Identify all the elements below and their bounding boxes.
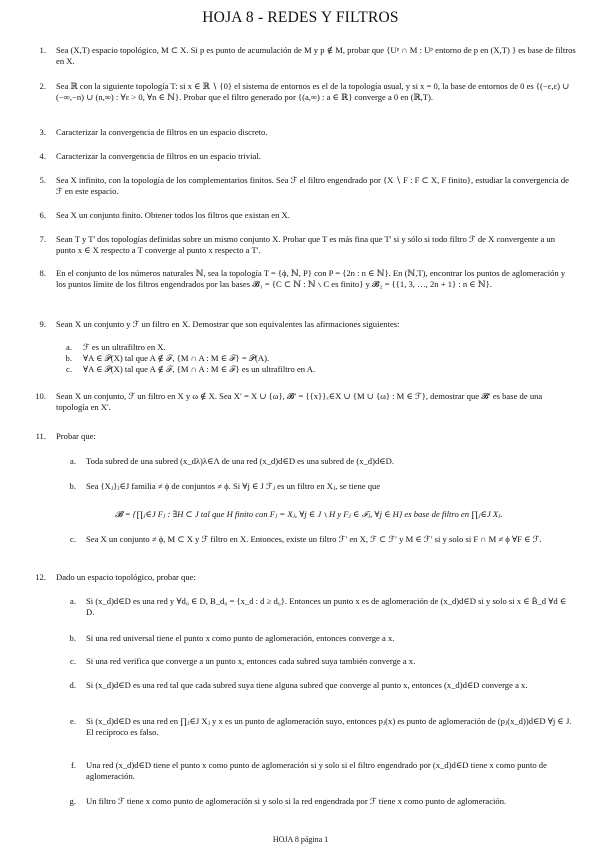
part-text: Sea {Xⱼ}ⱼ∈J familia ≠ ϕ de conjuntos ≠ ϕ. Si ∀j ∈ J ℱⱼ es un filtro en Xⱼ, se tiene que xyxy=(86,481,381,491)
exercise-text: Dado un espacio topológico, probar que: xyxy=(56,572,196,582)
part-letter: d. xyxy=(69,680,76,690)
exercise-number: 12. xyxy=(35,572,46,582)
part-letter: e. xyxy=(70,716,76,726)
part-letter: c. xyxy=(70,656,76,666)
part-text: Si (x_d)d∈D es una red y ∀d₀ ∈ D, B_d₀ = {x_d : d ≥ d₀}. Entonces un punto x es de aglomeración de (x_d)d∈D si y solo si x ∈ B̄_d ∀d ∈ D. xyxy=(86,596,567,617)
exercise-text: Probar que: xyxy=(56,431,96,441)
exercise-text: Sea X un conjunto finito. Obtener todos los filtros que existan en X. xyxy=(56,210,290,220)
part-text: Un filtro ℱ tiene x como punto de aglomeración si y solo si la red engendrada por ℱ tiene x como punto de aglomeración. xyxy=(86,796,507,806)
exercise-number: 4. xyxy=(39,151,46,161)
part-text: Toda subred de una subred (x_dλ)λ∈Λ de una red (x_d)d∈D es una subred de (x_d)d∈D. xyxy=(86,456,394,466)
part-letter: c. xyxy=(70,534,76,544)
page-footer: HOJA 8 página 1 xyxy=(272,835,329,844)
part-text: ℱ es un ultrafiltro en X. xyxy=(83,342,166,352)
part-letter: a. xyxy=(66,342,72,352)
part-text: Una red (x_d)d∈D tiene el punto x como punto de aglomeración si y solo si el filtro engendrado por (x_d)d∈D tiene x como punto de aglomeración. xyxy=(86,760,547,781)
exercise-number: 9. xyxy=(39,319,46,329)
part-text: Si una red verifica que converge a un punto x, entonces cada subred suya también converge a x. xyxy=(86,656,416,666)
page-title: HOJA 8 - REDES Y FILTROS xyxy=(202,9,399,26)
exercise-text: Caracterizar la convergencia de filtros en un espacio trivial. xyxy=(56,151,261,161)
part-letter: a. xyxy=(70,596,76,606)
part-text: ∀A ∈ 𝒫(X) tal que A ∉ ℱ, {M ∩ A : M ∈ ℱ} = 𝒫(A). xyxy=(83,353,270,363)
part-text: Si (x_d)d∈D es una red en ∏ⱼ∈J Xⱼ y x es un punto de aglomeración suyo, entonces pⱼ(x) es punto de aglomeración de (pⱼ(x_d))d∈D ∀j ∈ J. El recíproco es falso. xyxy=(86,716,572,737)
product-filter-base-formula: 𝓑 = {∏ⱼ∈J Fⱼ : ∃H ⊂ J tal que H finito con Fⱼ = Xⱼ, ∀j ∈ J ∖ H y Fⱼ ∈ ℱⱼ, ∀j ∈ H} es base de filtro en ∏ⱼ∈J Xⱼ. xyxy=(115,509,503,519)
exercise-number: 7. xyxy=(39,234,46,244)
part-letter: c. xyxy=(66,364,72,374)
exercise-text: Sean X un conjunto y ℱ un filtro en X. Demostrar que son equivalentes las afirmaciones siguientes: xyxy=(56,319,400,329)
exercise-text: Sea (X,T) espacio topológico, M ⊂ X. Si p es punto de acumulación de M y p ∉ M, probar que {Uᵖ ∩ M : Uᵖ entorno de p en (X,T) } es base de filtros en X. xyxy=(56,45,576,66)
exercise-text: Sean T y T' dos topologías definidas sobre un mismo conjunto X. Probar que T es más fina que T' si y sólo si todo filtro ℱ de X convergente a un punto x ∈ X respecto a T converge al punto x respecto a T'. xyxy=(56,234,555,255)
part-text: Sea X un conjunto ≠ ϕ, M ⊂ X y ℱ filtro en X. Entonces, existe un filtro ℱ′ en X, ℱ ⊂ ℱ′ y M ∈ ℱ′ si y solo si F ∩ M ≠ ϕ ∀F ∈ ℱ. xyxy=(86,534,542,544)
exercise-number: 2. xyxy=(39,81,46,91)
part-text: Si una red universal tiene el punto x como punto de aglomeración, entonces converge a x. xyxy=(86,633,395,643)
exercise-number: 8. xyxy=(39,268,46,278)
part-letter: b. xyxy=(69,633,76,643)
part-text: ∀A ∈ 𝒫(X) tal que A ∉ ℱ, {M ∩ A : M ∈ ℱ} es un ultrafiltro en A. xyxy=(83,364,316,374)
exercise-text: Sea X infinito, con la topología de los complementarios finitos. Sea ℱ el filtro engendrado por {X ∖ F : F ⊂ X, F finito}, estudiar la convergencia de ℱ en este espacio. xyxy=(56,175,569,196)
part-letter: g. xyxy=(69,796,76,806)
exercise-text: En el conjunto de los números naturales ℕ, sea la topología T = {ϕ, ℕ, P} con P = {2n : n ∈ ℕ}. En (ℕ,T), encontrar los puntos de aglomeración y los puntos límite de los filtros engendrados por las bases 𝓑₁ = {C ⊂ ℕ : ℕ ∖ C es finito} y 𝓑₂ = {{1, 3, …, 2n + 1} : n ∈ ℕ}. xyxy=(56,268,566,289)
exercise-number: 5. xyxy=(39,175,46,185)
exercise-number: 3. xyxy=(39,127,46,137)
part-letter: b. xyxy=(69,481,76,491)
part-letter: a. xyxy=(70,456,76,466)
part-letter: b. xyxy=(65,353,72,363)
exercise-number: 10. xyxy=(35,391,46,401)
exercise-number: 6. xyxy=(39,210,46,220)
exercise-text: Caracterizar la convergencia de filtros en un espacio discreto. xyxy=(56,127,268,137)
exercise-number: 11. xyxy=(35,431,46,441)
exercise-text: Sea ℝ con la siguiente topología T: si x ∈ ℝ ∖ {0} el sistema de entornos es el de la topología usual, y si x = 0, la base de entornos de 0 es {(−ε,ε) ∪ (−∞,−n) ∪ (n,∞) : ∀ε > 0, ∀n ∈ ℕ}. Probar que el filtro generado por {(a,∞) : a ∈ ℝ} converge a 0 en (ℝ,T). xyxy=(56,81,570,102)
exercise-number: 1. xyxy=(39,45,46,55)
exercise-text: Sean X un conjunto, ℱ un filtro en X y ω ∉ X. Sea X′ = X ∪ {ω}, 𝓑′ = {{x}}ₓ∈X ∪ {M ∪ {ω} : M ∈ ℱ}, demostrar que 𝓑′ es base de una topología en X'. xyxy=(56,391,543,412)
part-text: Si (x_d)d∈D es una red tal que cada subred suya tiene alguna subred que converge al punto x, entonces (x_d)d∈D converge a x. xyxy=(86,680,528,690)
part-letter: f. xyxy=(70,760,76,770)
